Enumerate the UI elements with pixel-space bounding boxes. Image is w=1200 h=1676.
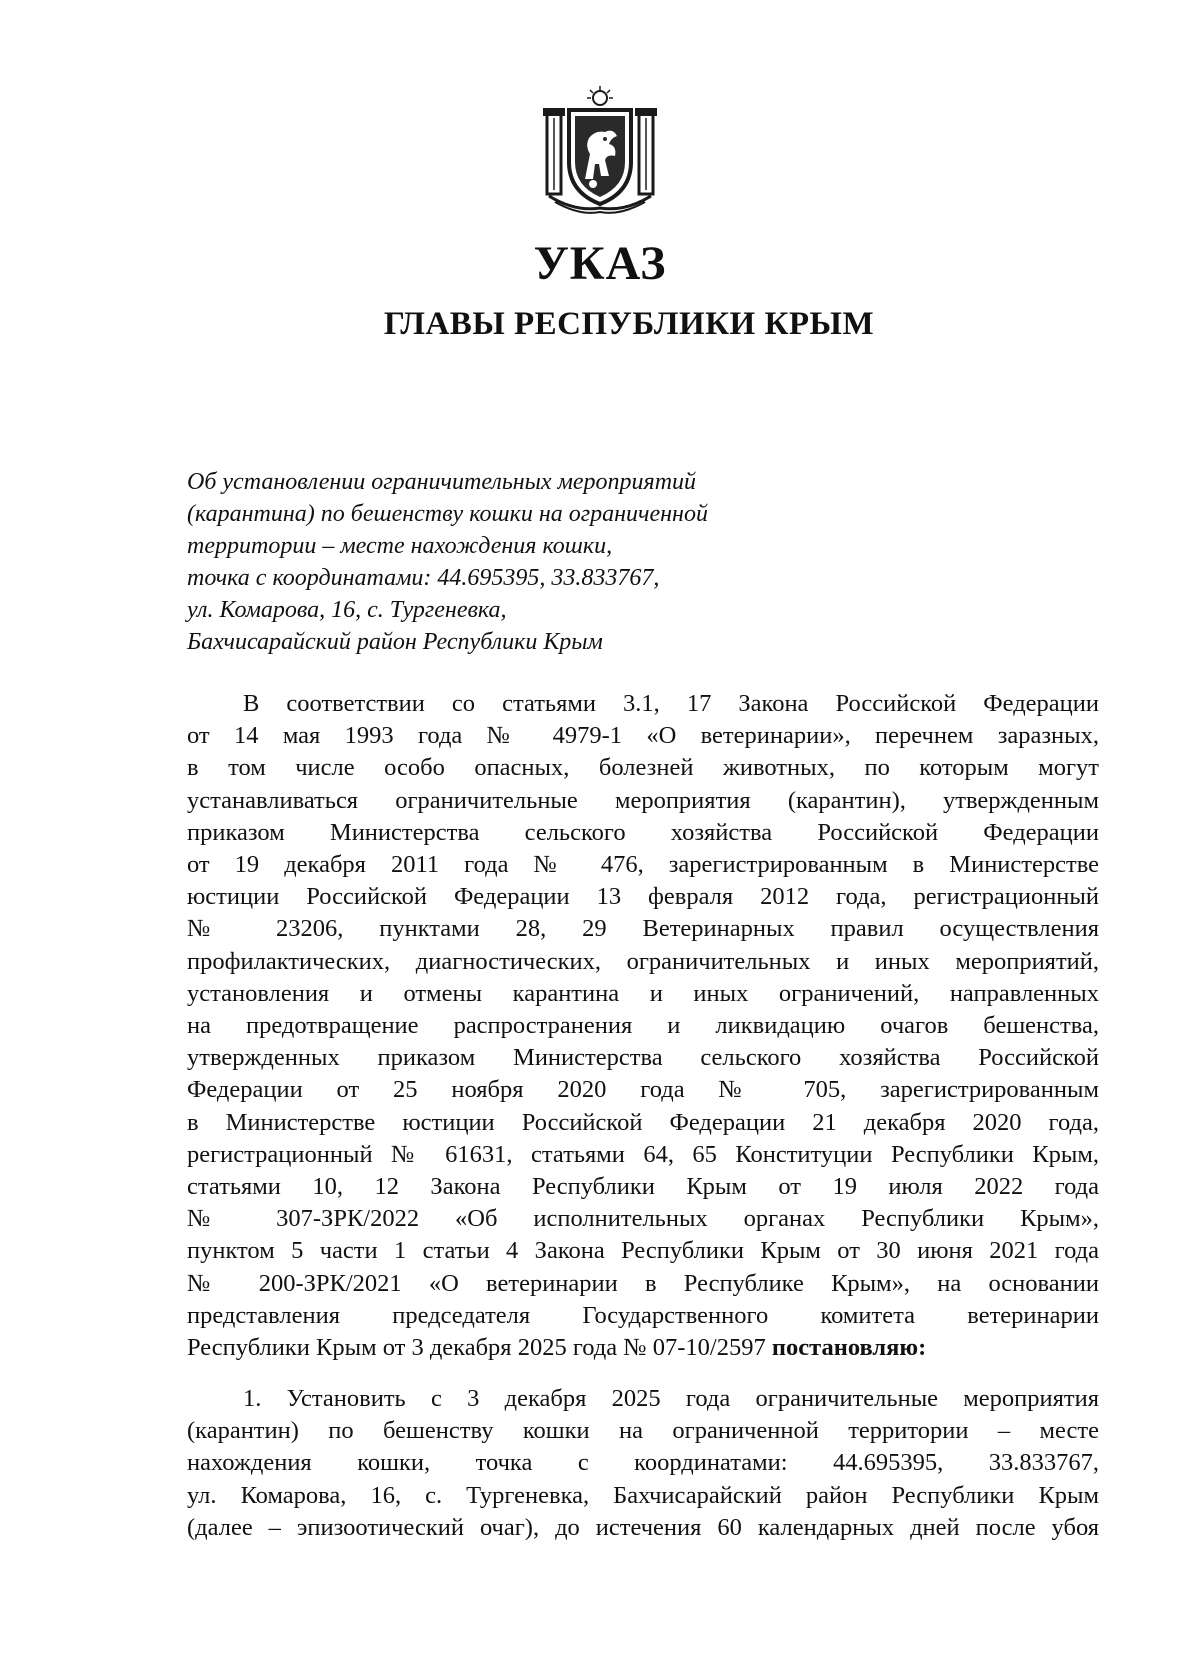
paragraph-line: от 14 мая 1993 года № 4979-1 «О ветеринарии», перечнем заразных, bbox=[187, 722, 1099, 750]
paragraph-line: (далее – эпизоотический очаг), до истечения 60 календарных дней после убоя bbox=[187, 1513, 1099, 1541]
decree-heading bbox=[187, 466, 827, 658]
heading-line: Об установлении ограничительных мероприятий bbox=[187, 469, 697, 495]
paragraph-line: 1. Установить с 3 декабря 2025 года ограничительные мероприятия bbox=[243, 1385, 1099, 1412]
preamble-paragraph bbox=[187, 688, 1099, 1364]
point-1-paragraph bbox=[187, 1383, 1099, 1544]
paragraph-line: в Министерстве юстиции Российской Федерации 21 декабря 2020 года, bbox=[187, 1108, 1099, 1136]
paragraph-line: профилактических, диагностических, ограничительных и иных мероприятий, bbox=[187, 947, 1099, 975]
paragraph-line: пунктом 5 части 1 статьи 4 Закона Республики Крым от 30 июня 2021 года bbox=[187, 1237, 1099, 1265]
document-subtitle: ГЛАВЫ РЕСПУБЛИКИ КРЫМ bbox=[383, 306, 875, 342]
heading-line: Бахчисарайский район Республики Крым bbox=[187, 629, 603, 655]
heading-line: точка с координатами: 44.695395, 33.833767, bbox=[187, 565, 660, 591]
paragraph-line: Федерации от 25 ноября 2020 года № 705, зарегистрированным bbox=[187, 1076, 1099, 1104]
heading-line: ул. Комарова, 16, с. Тургеневка, bbox=[187, 597, 507, 623]
paragraph-line: № 23206, пунктами 28, 29 Ветеринарных правил осуществления bbox=[187, 915, 1099, 943]
paragraph-line: от 19 декабря 2011 года № 476, зарегистрированным в Министерстве bbox=[187, 851, 1099, 879]
heading-line: территории – месте нахождения кошки, bbox=[187, 533, 613, 559]
paragraph-line: установления и отмены карантина и иных ограничений, направленных bbox=[187, 979, 1099, 1007]
paragraph-last-line bbox=[187, 1332, 1099, 1364]
document-title: УКАЗ bbox=[533, 237, 667, 290]
heading-line: (карантина) по бешенству кошки на ограниченной bbox=[187, 501, 708, 527]
paragraph-line: приказом Министерства сельского хозяйства Российской Федерации bbox=[187, 818, 1099, 846]
paragraph-line: ул. Комарова, 16, с. Тургеневка, Бахчисарайский район Республики Крым bbox=[187, 1481, 1099, 1509]
paragraph-line: (карантин) по бешенству кошки на ограниченной территории – месте bbox=[187, 1417, 1099, 1445]
paragraph-line-text: Республики Крым от 3 декабря 2025 года № 07-10/2597 bbox=[187, 1334, 766, 1362]
coat-of-arms-icon bbox=[535, 84, 665, 214]
paragraph-line: нахождения кошки, точка с координатами: 44.695395, 33.833767, bbox=[187, 1449, 1099, 1477]
paragraph-line: регистрационный № 61631, статьями 64, 65 Конституции Республики Крым, bbox=[187, 1140, 1099, 1168]
paragraph-line: в том числе особо опасных, болезней животных, по которым могут bbox=[187, 754, 1099, 782]
paragraph-line: юстиции Российской Федерации 13 февраля 2012 года, регистрационный bbox=[187, 883, 1099, 911]
paragraph-line: на предотвращение распространения и ликвидацию очагов бешенства, bbox=[187, 1012, 1099, 1040]
paragraph-line: устанавливаться ограничительные мероприятия (карантин), утвержденным bbox=[187, 786, 1099, 814]
paragraph-line: статьями 10, 12 Закона Республики Крым от 19 июля 2022 года bbox=[187, 1173, 1099, 1201]
paragraph-line: № 200-ЗРК/2021 «О ветеринарии в Республике Крым», на основании bbox=[187, 1269, 1099, 1297]
paragraph-line: утвержденных приказом Министерства сельского хозяйства Российской bbox=[187, 1044, 1099, 1072]
paragraph-line: представления председателя Государственного комитета ветеринарии bbox=[187, 1301, 1099, 1329]
decree-word: постановляю: bbox=[771, 1334, 927, 1362]
paragraph-line: № 307-ЗРК/2022 «Об исполнительных органах Республики Крым», bbox=[187, 1205, 1099, 1233]
paragraph-line: В соответствии со статьями 3.1, 17 Закона Российской Федерации bbox=[243, 690, 1099, 717]
